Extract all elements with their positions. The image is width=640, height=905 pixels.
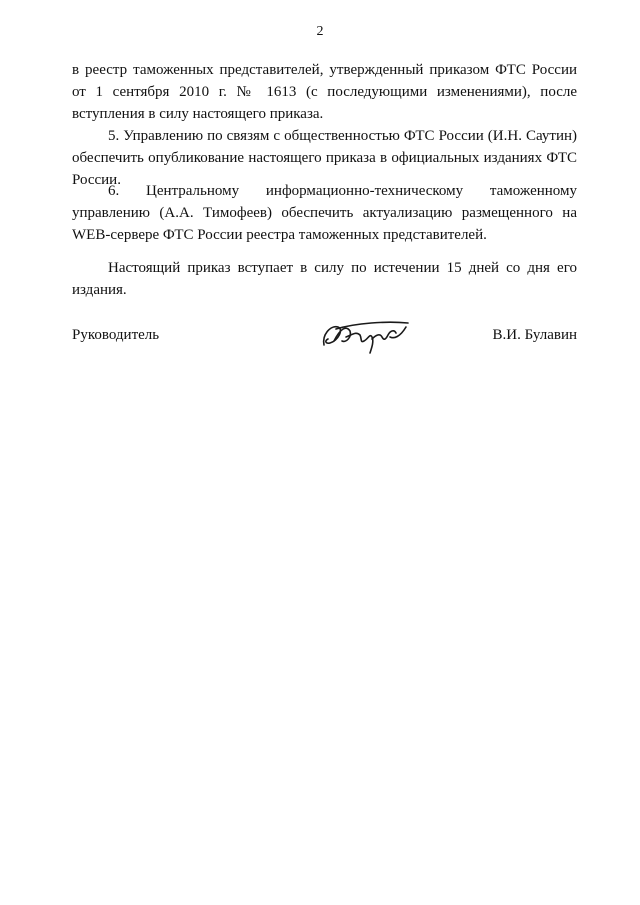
signatory-position: Руководитель bbox=[72, 327, 160, 343]
paragraph-effective-date bbox=[72, 257, 577, 301]
signature-block bbox=[72, 327, 577, 367]
paragraph-continuation bbox=[72, 59, 577, 125]
signatory-name: В.И. Булавин bbox=[492, 327, 577, 343]
paragraph-text: 5. Управлению по связям с общественностью ФТС России (И.Н. Саутин) обеспечить опубликование настоящего приказа в официальных изданиях ФТС России. bbox=[72, 128, 577, 188]
handwritten-signature bbox=[316, 317, 412, 357]
paragraph-text: 6. Центральному информационно-техническому таможенному управлению (А.А. Тимофеев) обеспечить актуализацию размещенного на WEB-сервере ФТС России реестра таможенных представителей. bbox=[72, 183, 577, 243]
page-number: 2 bbox=[316, 24, 324, 39]
paragraph-item-6 bbox=[72, 180, 577, 246]
paragraph-text: Настоящий приказ вступает в силу по истечении 15 дней со дня его издания. bbox=[72, 260, 577, 298]
paragraph-text: в реестр таможенных представителей, утвержденный приказом ФТС России от 1 сентября 2010 г. № 1613 (с последующими изменениями), после вступления в силу настоящего приказа. bbox=[72, 62, 577, 122]
